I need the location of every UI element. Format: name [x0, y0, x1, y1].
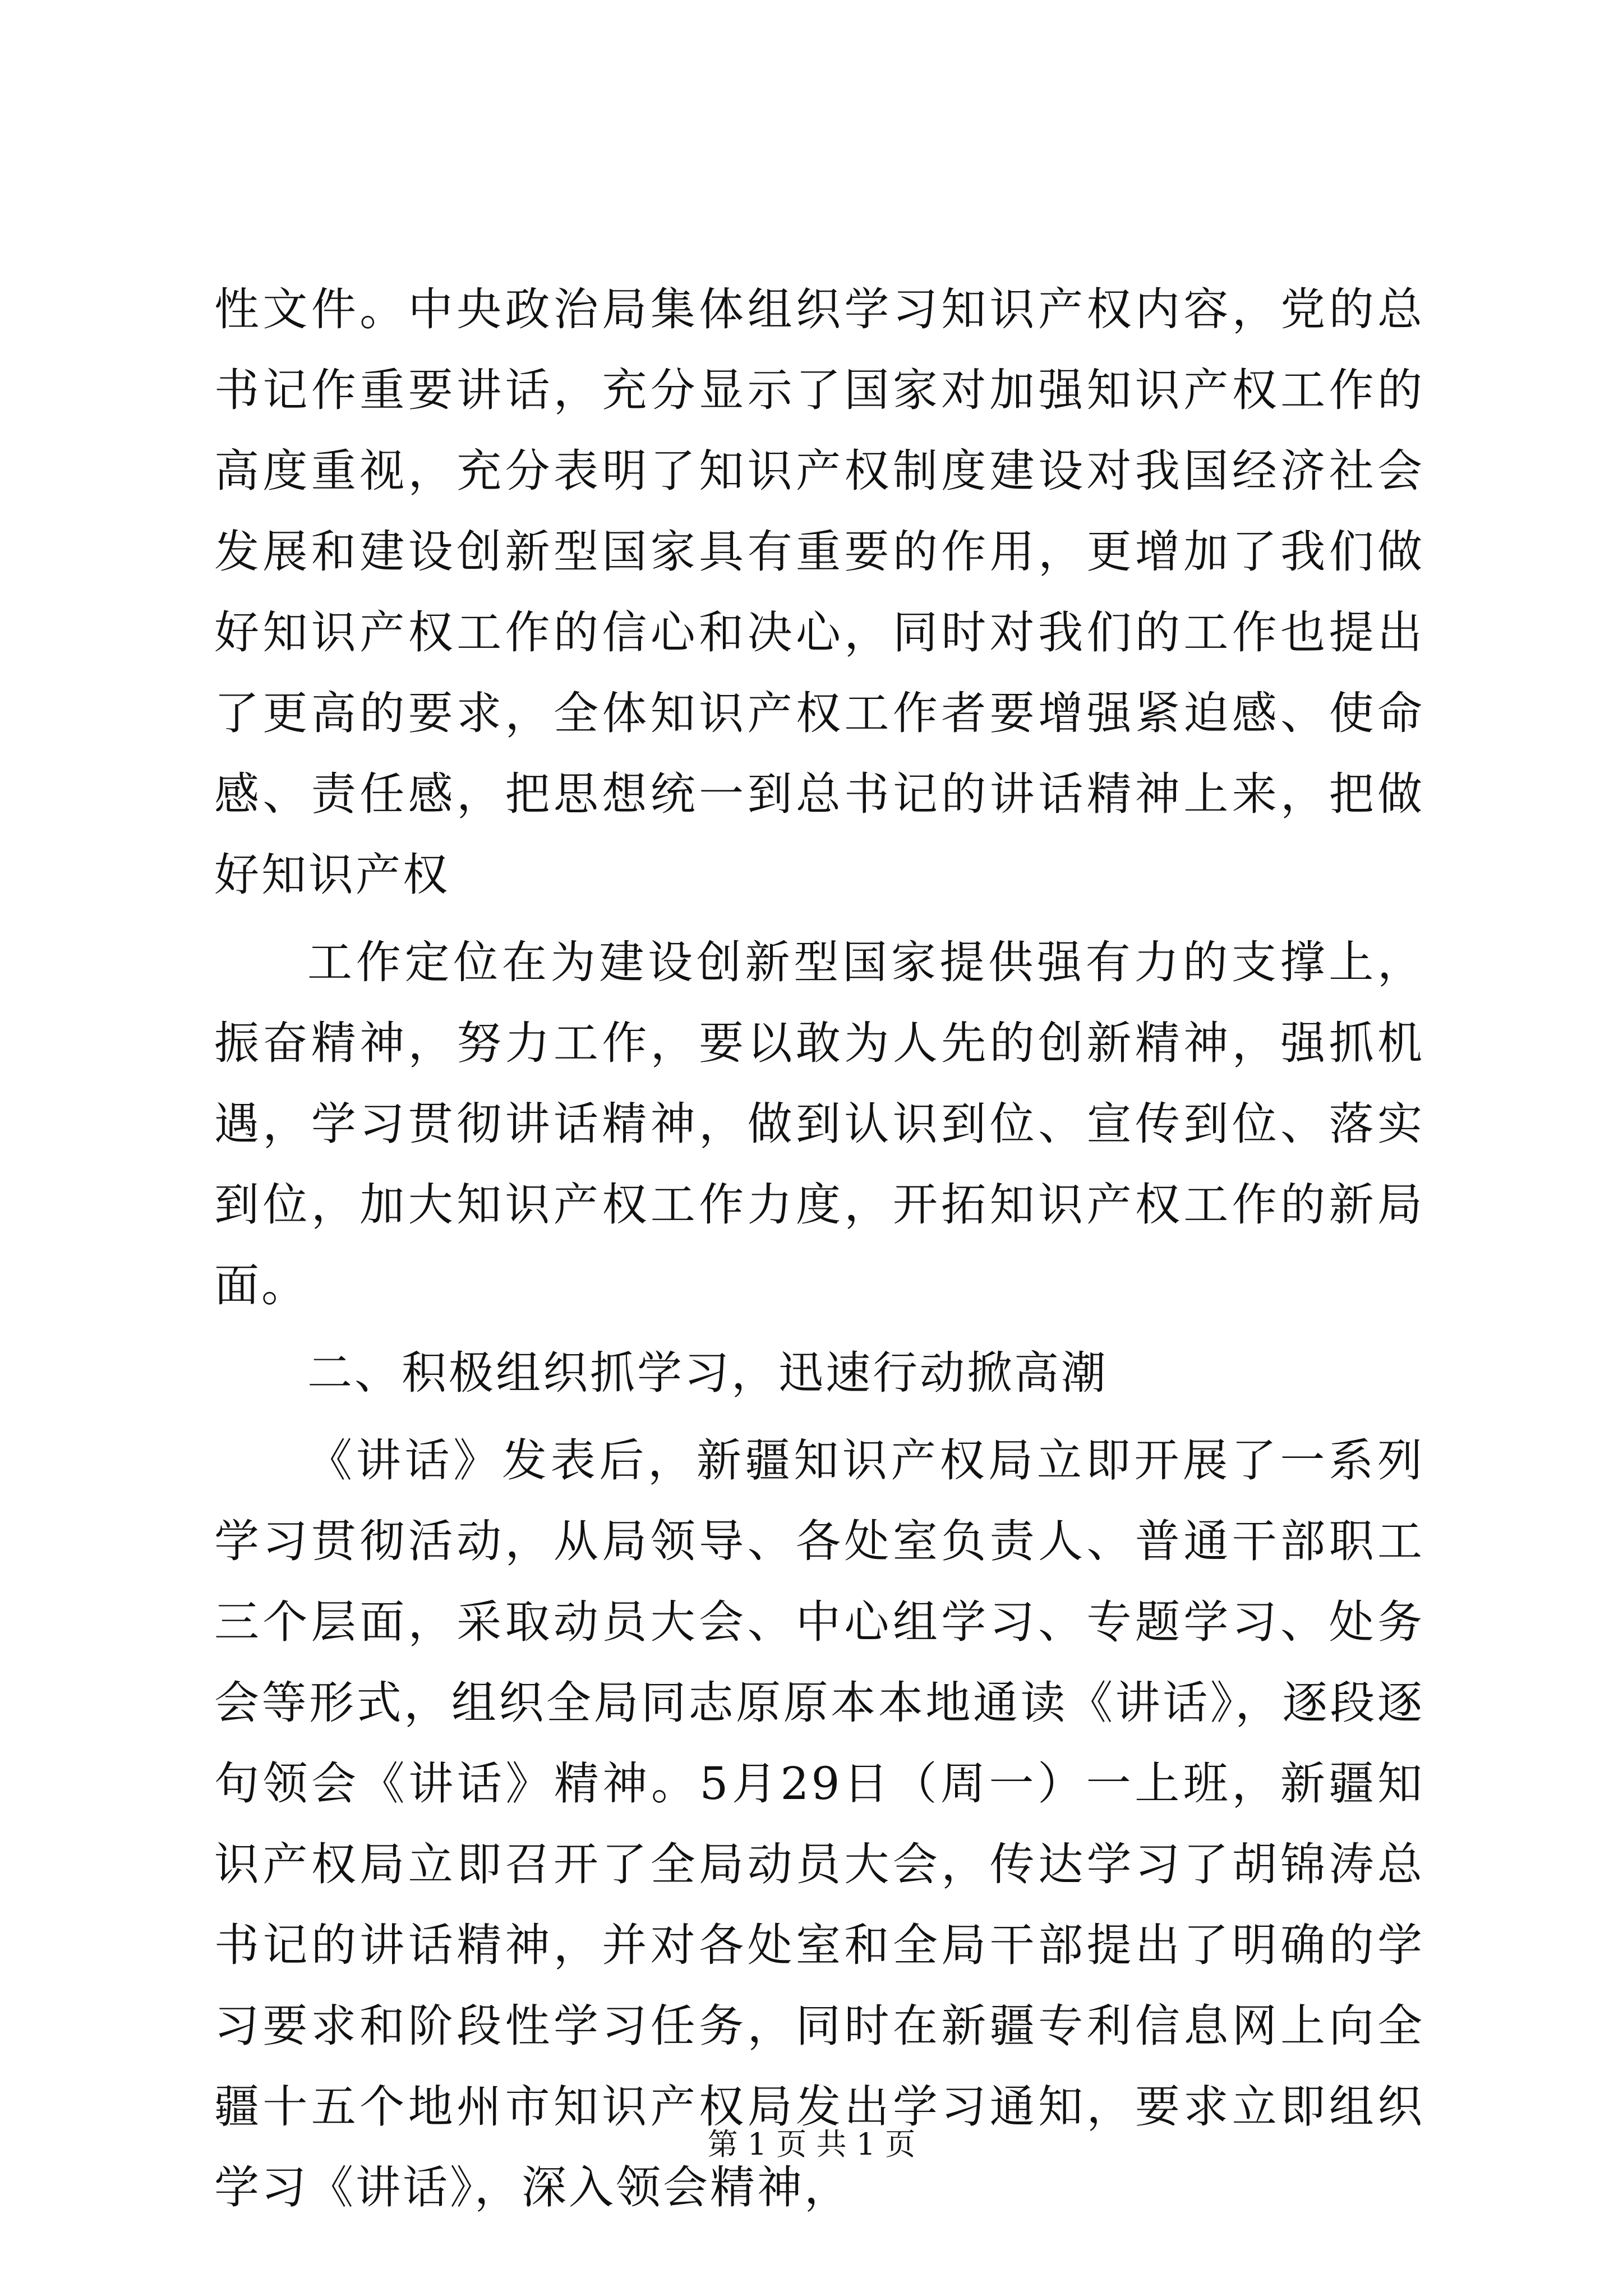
document-body	[214, 269, 1424, 2228]
paragraph-2: 工作定位在为建设创新型国家提供强有力的支撑上，振奋精神，努力工作，要以敢为人先的创新精神，强抓机遇，学习贯彻讲话精神，做到认识到位、宣传到位、落实到位，加大知识产权工作力度，开拓知识产权工作的新局面。	[214, 936, 1424, 1312]
paragraph-3: 《讲话》发表后，新疆知识产权局立即开展了一系列学习贯彻活动，从局领导、各处室负责人、普通干部职工三个层面，采取动员大会、中心组学习、专题学习、处务会等形式，组织全局同志原原本本地通读《讲话》，逐段逐句领会《讲话》精神。5月29日（周一）一上班，新疆知识产权局立即召开了全局动员大会，传达学习了胡锦涛总书记的讲话精神，并对各处室和全局干部提出了明确的学习要求和阶段性学习任务，同时在新疆专利信息网上向全疆十五个地州市知识产权局发出学习通知，要求立即组织学习《讲话》，深入领会精神，	[214, 1434, 1424, 2214]
section-heading: 二、积极组织抓学习，迅速行动掀高潮	[307, 1347, 1108, 1399]
paragraph-1: 性文件。中央政治局集体组织学习知识产权内容，党的总书记作重要讲话，充分显示了国家对加强知识产权工作的高度重视，充分表明了知识产权制度建设对我国经济社会发展和建设创新型国家具有重要的作用，更增加了我们做好知识产权工作的信心和决心，同时对我们的工作也提出了更高的要求，全体知识产权工作者要增强紧迫感、使命感、责任感，把思想统一到总书记的讲话精神上来，把做好知识产权	[214, 283, 1424, 901]
page-footer: 第 1 页 共 1 页	[707, 2127, 916, 2162]
